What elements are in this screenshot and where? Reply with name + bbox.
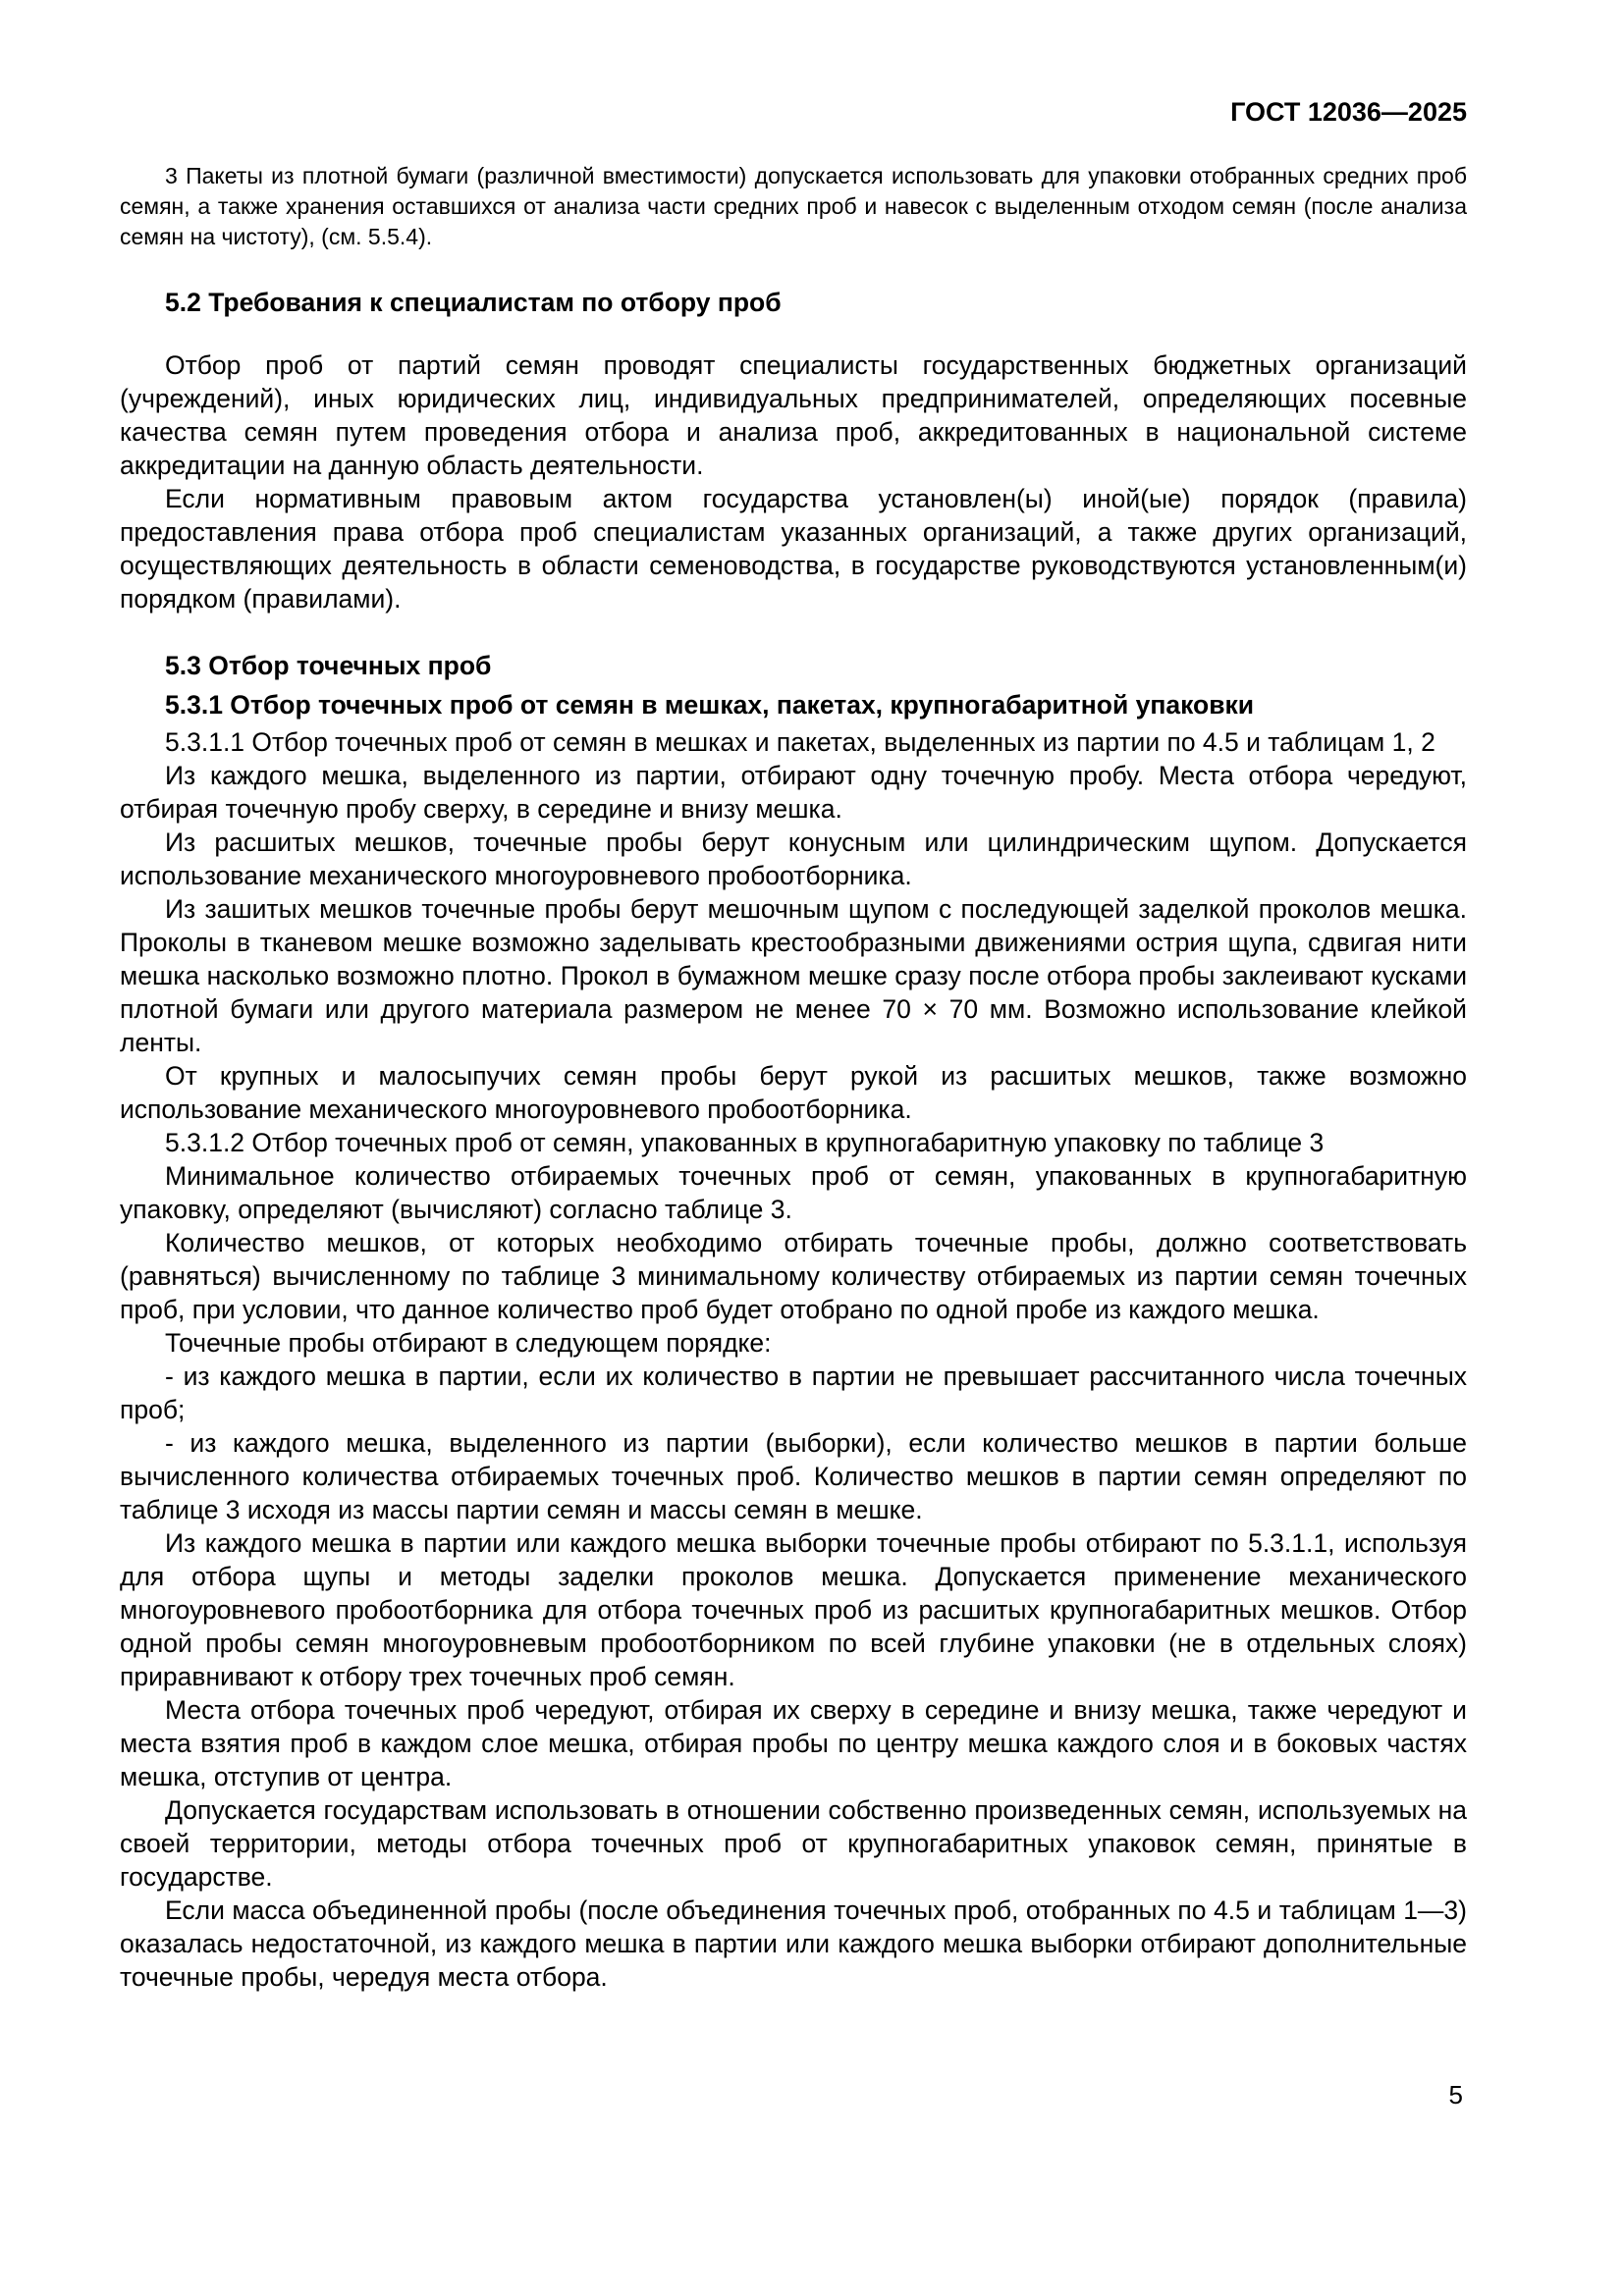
paragraph: Если масса объединенной пробы (после объединения точечных проб, отобранных по 4.5 и таблицам 1—3) оказалась недостаточной, из каждого мешка в партии или каждого мешка выборки отбирают дополнительные точечные пробы, чередуя места отбора. bbox=[120, 1896, 1467, 1992]
paragraph: Из каждого мешка в партии или каждого мешка выборки точечные пробы отбирают по 5.3.1.1, используя для отбора щупы и методы заделки проколов мешка. Допускается применение механического многоуровневого пробоотборника для отбора точечных проб из расшитых крупногабаритных мешков. Отбор одной пробы семян многоуровневым пробоотборником по всей глубине упаковки (не в отдельных слоях) приравнивают к отбору трех точечных проб семян. bbox=[120, 1528, 1467, 1691]
paragraph: Места отбора точечных проб чередуют, отбирая их сверху в середине и внизу мешка, также чередуют и места взятия проб в каждом слое мешка, отбирая пробы по центру мешка каждого слоя и в боковых частях мешка, отступив от центра. bbox=[120, 1695, 1467, 1791]
paragraph-5-3-1-1: 5.3.1.1 Отбор точечных проб от семян в мешках и пакетах, выделенных из партии по 4.5 и таблицам 1, 2 bbox=[165, 727, 1435, 757]
heading-5-2: 5.2 Требования к специалистам по отбору проб bbox=[165, 288, 782, 317]
paragraph: Из каждого мешка, выделенного из партии, отбирают одну точечную пробу. Места отбора чередуют, отбирая точечную пробу сверху, в середине и внизу мешка. bbox=[120, 761, 1467, 824]
note-paragraph: 3 Пакеты из плотной бумаги (различной вместимости) допускается использовать для упаковки отобранных средних проб семян, а также хранения оставшихся от анализа части средних проб и навесок с выделенным отходом семян (после анализа семян на чистоту), (см. 5.5.4). bbox=[120, 163, 1467, 249]
list-item: - из каждого мешка в партии, если их количество в партии не превышает рассчитанного числа точечных проб; bbox=[120, 1362, 1467, 1424]
paragraph: От крупных и малосыпучих семян пробы берут рукой из расшитых мешков, также возможно использование механического многоуровневого пробоотборника. bbox=[120, 1061, 1467, 1124]
page-number: 5 bbox=[1448, 2080, 1463, 2109]
paragraph: Минимальное количество отбираемых точечных проб от семян, упакованных в крупногабаритную упаковку, определяют (вычисляют) согласно таблице 3. bbox=[120, 1161, 1467, 1224]
paragraph: Если нормативным правовым актом государства установлен(ы) иной(ые) порядок (правила) предоставления права отбора проб специалистам указанных организаций, а также других организаций, осуществляющих деятельность в области семеноводства, в государстве руководствуются установленным(и) порядком (правилами). bbox=[120, 484, 1467, 614]
paragraph: Количество мешков, от которых необходимо отбирать точечные пробы, должно соответствовать (равняться) вычисленному по таблице 3 минимальному количеству отбираемых из партии семян точечных проб, при условии, что данное количество проб будет отобрано по одной пробе из каждого мешка. bbox=[120, 1228, 1467, 1324]
paragraph: Из расшитых мешков, точечные пробы берут конусным или цилиндрическим щупом. Допускается использование механического многоуровневого пробоотборника. bbox=[120, 828, 1467, 890]
paragraph: Точечные пробы отбирают в следующем порядке: bbox=[165, 1328, 772, 1358]
paragraph-5-3-1-2: 5.3.1.2 Отбор точечных проб от семян, упакованных в крупногабаритную упаковку по таблице 3 bbox=[165, 1128, 1325, 1157]
paragraph: Из зашитых мешков точечные пробы берут мешочным щупом с последующей заделкой проколов мешка. Проколы в тканевом мешке возможно заделывать крестообразными движениями острия щупа, сдвигая нити мешка насколько возможно плотно. Прокол в бумажном мешке сразу после отбора пробы заклеивают кусками плотной бумаги или другого материала размером не менее 70 × 70 мм. Возможно использование клейкой ленты. bbox=[120, 894, 1467, 1057]
paragraph: Отбор проб от партий семян проводят специалисты государственных бюджетных организаций (учреждений), иных юридических лиц, индивидуальных предпринимателей, определяющих посевные качества семян путем проведения отбора и анализа проб, аккредитованных в национальной системе аккредитации на данную область деятельности. bbox=[120, 350, 1467, 480]
document-code: ГОСТ 12036—2025 bbox=[1230, 97, 1467, 127]
heading-5-3-1: 5.3.1 Отбор точечных проб от семян в мешках, пакетах, крупногабаритной упаковки bbox=[165, 690, 1255, 720]
heading-5-3: 5.3 Отбор точечных проб bbox=[165, 651, 492, 680]
list-item: - из каждого мешка, выделенного из партии (выборки), если количество мешков в партии больше вычисленного количества отбираемых точечных проб. Количество мешков в партии семян определяют по таблице 3 исходя из массы партии семян и массы семян в мешке. bbox=[120, 1428, 1467, 1524]
paragraph: Допускается государствам использовать в отношении собственно произведенных семян, используемых на своей территории, методы отбора точечных проб от крупногабаритных упаковок семян, принятые в государстве. bbox=[120, 1795, 1467, 1892]
document-content bbox=[120, 96, 1467, 1994]
